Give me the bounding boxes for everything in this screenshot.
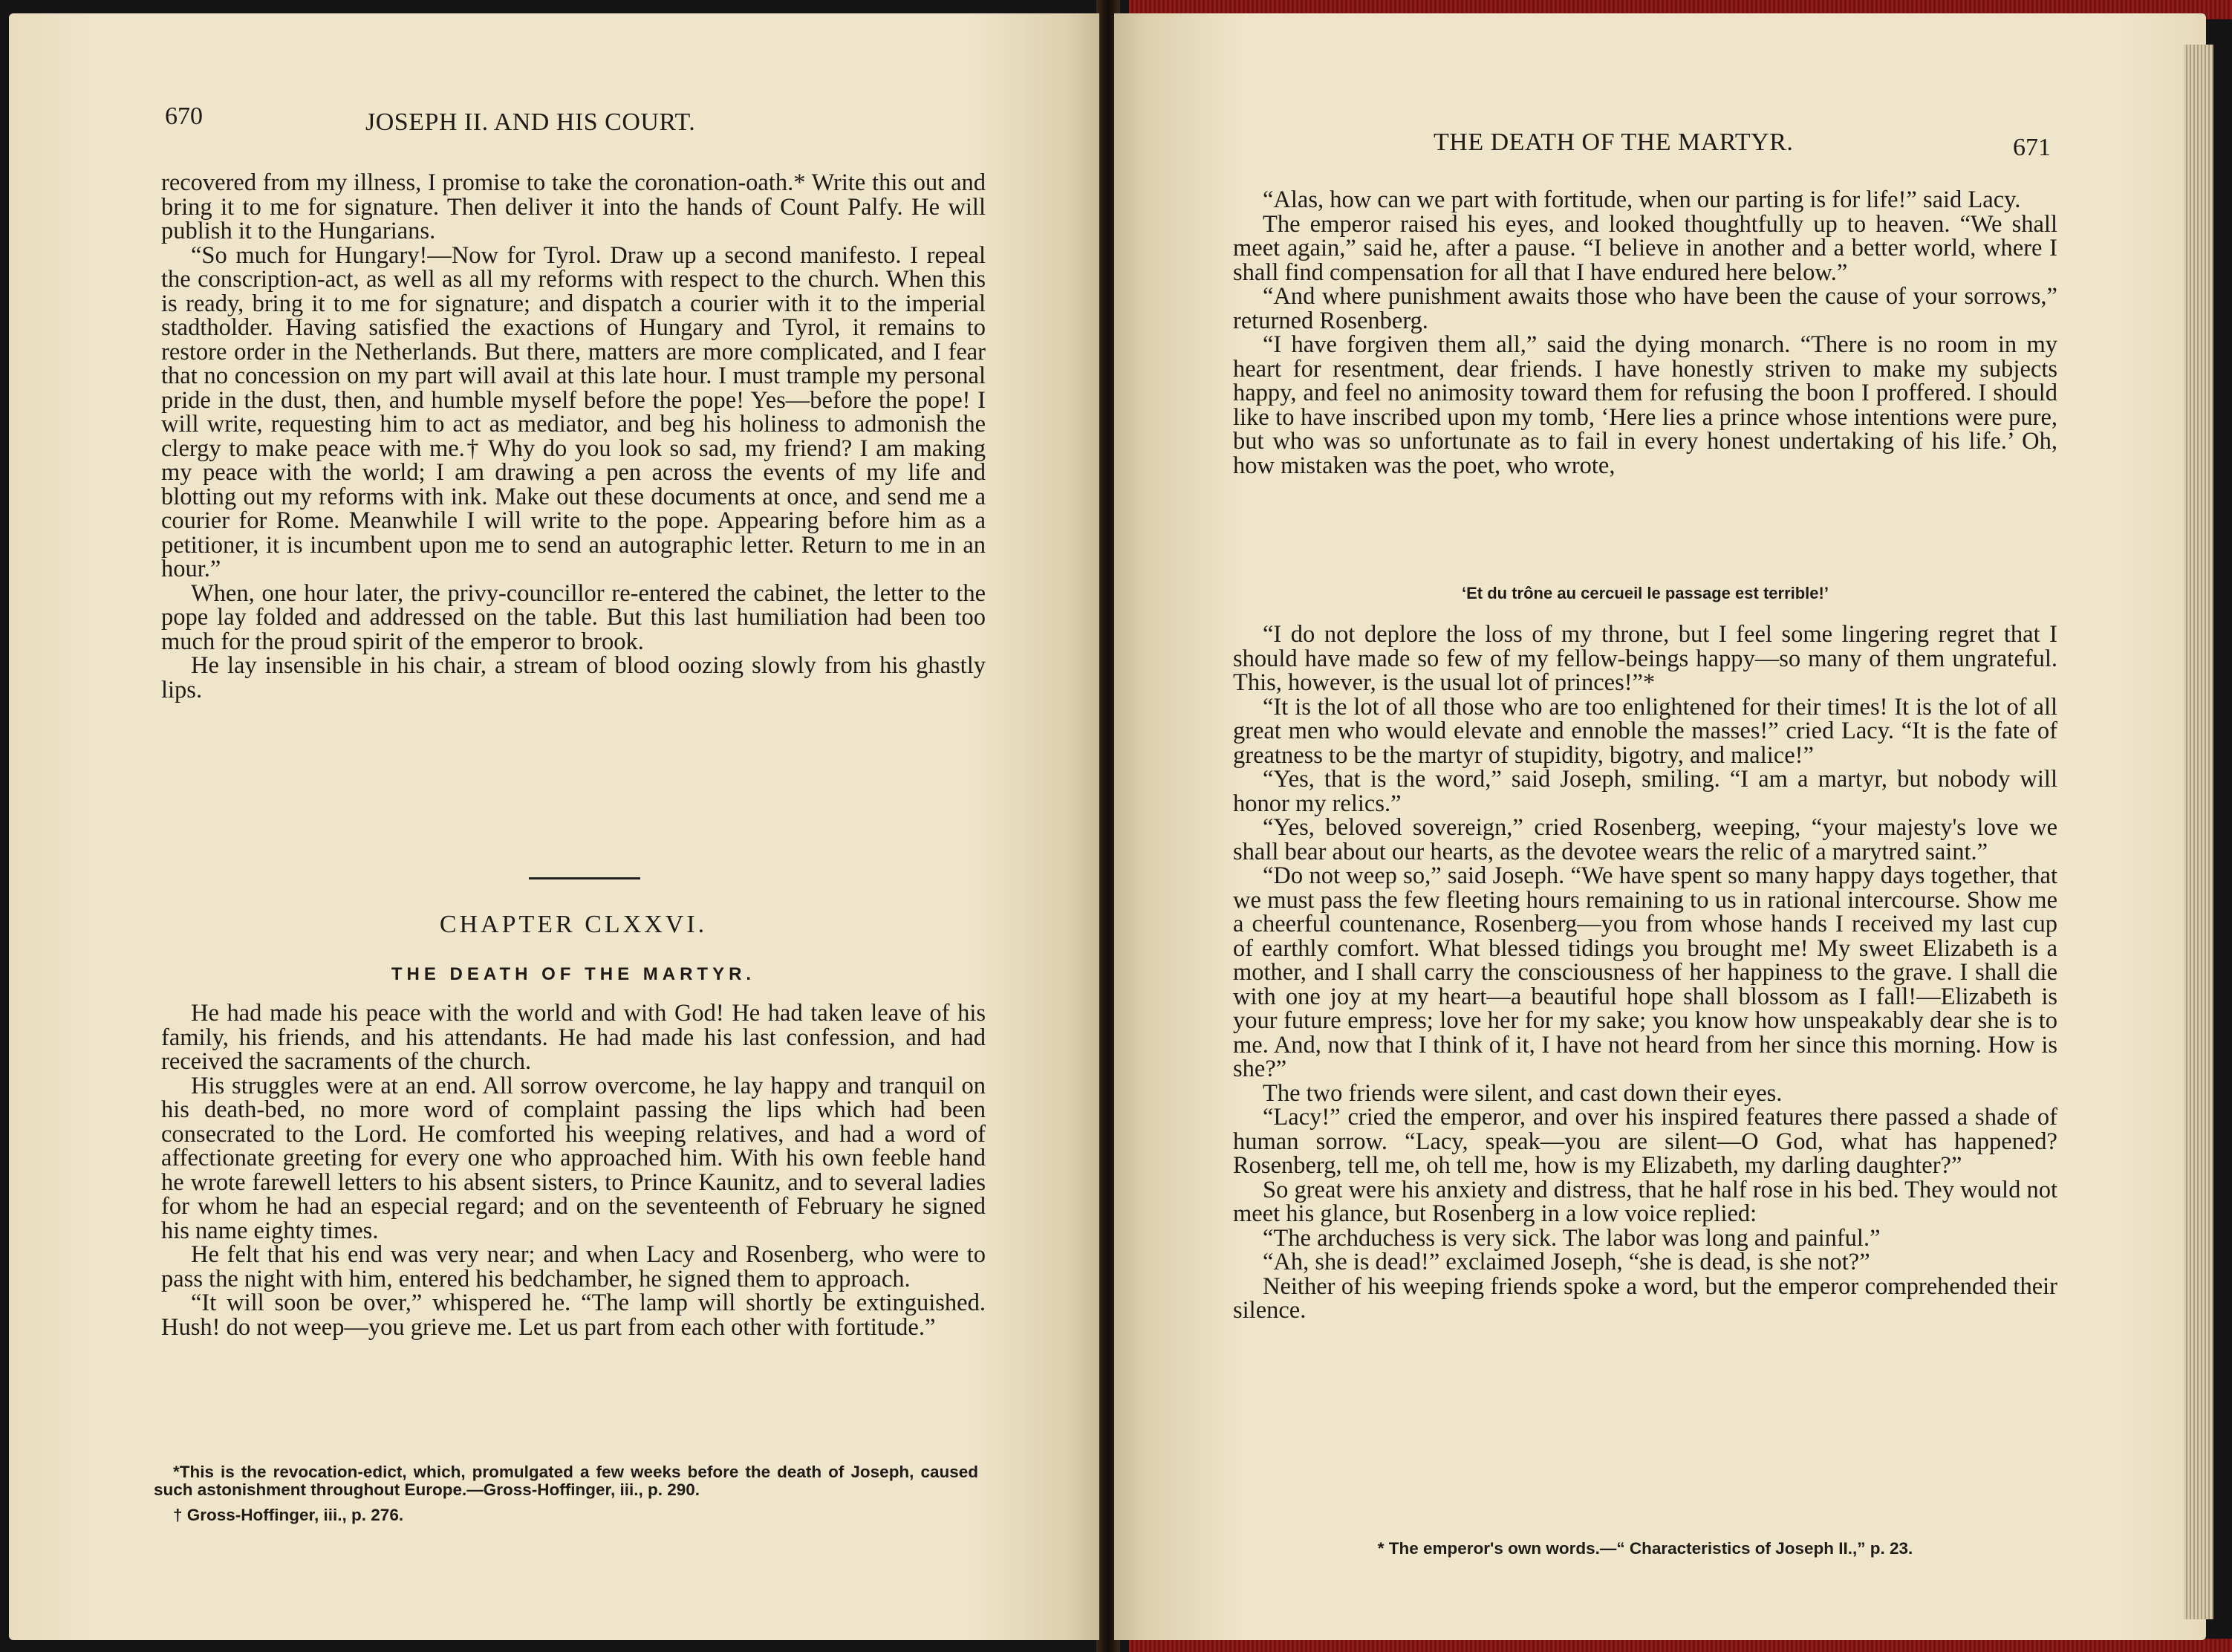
page-number: 670: [165, 103, 203, 130]
french-quote: ‘Et du trône au cercueil le passage est terrible!’: [1462, 584, 1829, 602]
paragraph: “So much for Hungary!—Now for Tyrol. Draw up a second manifesto. I repeal the conscription-act, as well as all my reforms with respect to the church. When this is ready, bring it to me for signature; and dispatch a courier with it to the imperial stadtholder. Having satisfied the exactions of Hungary and Tyrol, it remains to restore order in the Netherlands. But there, matters are more complicated, and I fear that no concession on my part will avail at this late hour. I must trample my personal pride in the dust, then, and humble myself before the pope! Yes—before the pope! I will write, requesting him to act as mediator, and beg his holiness to admonish the clergy to make peace with me.† Why do you look so sad, my friend? I am making my peace with the world; I am drawing a pen across the events of my life and blotting out my reforms with ink. Make out these documents at once, and send me a courier for Rome. Meanwhile I will write to the pope. Appearing before him as a petitioner, it is incumbent upon me to send an autographic letter. Return to me in an hour.”: [161, 241, 986, 582]
paragraph: He felt that his end was very near; and when Lacy and Rosenberg, who were to pass the night with him, entered his bedchamber, he signed them to approach.: [161, 1241, 986, 1292]
chapter-title: CHAPTER CLXXVI.: [439, 911, 708, 938]
body-text-after: [161, 1001, 986, 1339]
footnote: *This is the revocation-edict, which, promulgated a few weeks before the death of Joseph, caused such astonishment throughout Europe.—Gross-Hoffinger, iii., p. 290.: [154, 1463, 978, 1499]
right-page: [1114, 13, 2206, 1640]
red-cloth-binding-bottom: [1129, 1639, 2232, 1652]
paragraph: “I have forgiven them all,” said the dying monarch. “There is no room in my heart for resentment, dear friends. I have honestly striven to make my subjects happy, and feel no animosity toward them for refusing the boon I proffered. I should like to have inscribed upon my tomb, ‘Here lies a prince whose intentions were pure, but who was so unfortunate as to fail in every honest undertaking of his life.’ Oh, how mistaken was the poet, who wrote,: [1233, 331, 2057, 479]
body-text-before: [161, 171, 986, 702]
body-text-before: [1233, 188, 2057, 478]
paragraph: “Lacy!” cried the emperor, and over his inspired features there passed a shade of human sorrow. “Lacy, speak—you are silent—O God, what has happened? Rosenberg, tell me, oh tell me, how is my Elizabeth, my darling daughter?”: [1233, 1104, 2057, 1179]
page-edges: [2184, 45, 2213, 1619]
paragraph: “The archduchess is very sick. The labor was long and painful.”: [1263, 1224, 1881, 1252]
section-rule: [529, 877, 640, 879]
footnote: † Gross-Hoffinger, iii., p. 276.: [173, 1506, 404, 1524]
paragraph: When, one hour later, the privy-councillor re-entered the cabinet, the letter to the pope lay folded and addressed on the table. But this last humiliation had been too much for the proud spirit of the emperor to brook.: [161, 579, 986, 655]
paragraph: “Alas, how can we part with fortitude, when our parting is for life!” said Lacy.: [1263, 186, 2021, 213]
footnotes: [1233, 1540, 2057, 1558]
paragraph: recovered from my illness, I promise to take the coronation-oath.* Write this out and bring it to me for signature. Then deliver it into the hands of Count Palfy. He will publish it to the Hungarians.: [161, 169, 986, 244]
paragraph: “Do not weep so,” said Joseph. “We have spent so many happy days together, that we must pass the few fleeting hours remaining to us in rational intercourse. Show me a cheerful countenance, Rosenberg—you from whose hands I received my last cup of earthly comfort. What blessed tidings you brought me! My sweet Elizabeth is a mother, and I shall carry the consciousness of her happiness to the grave. I shall die with one joy at my heart—a beautiful hope shall blossom as I fall!—Elizabeth is your future empress; love her for my sake; you know how unspeakably dear she is to me. And, now that I think of it, I have not heard from her since this morning. How is she?”: [1233, 862, 2057, 1082]
paragraph: So great were his anxiety and distress, that he half rose in his bed. They would not meet his glance, but Rosenberg in a low voice replied:: [1233, 1176, 2057, 1227]
chapter-subtitle: THE DEATH OF THE MARTYR.: [391, 964, 756, 984]
footnote: * The emperor's own words.—“ Characteristics of Joseph II.,” p. 23.: [1377, 1539, 1913, 1558]
running-head: JOSEPH II. AND HIS COURT.: [365, 108, 696, 136]
paragraph: Neither of his weeping friends spoke a word, but the emperor comprehended their silence.: [1233, 1272, 2057, 1324]
body-text-after: [1233, 622, 2057, 1323]
paragraph: “Ah, she is dead!” exclaimed Joseph, “she is dead, is she not?”: [1263, 1249, 1870, 1275]
paragraph: “Yes, beloved sovereign,” cried Rosenberg, weeping, “your majesty's love we shall bear about our hearts, as the devotee wears the relic of a marytred saint.”: [1233, 814, 2057, 865]
left-page: [9, 13, 1099, 1640]
page-number: 671: [2013, 134, 2051, 161]
paragraph: The emperor raised his eyes, and looked thoughtfully up to heaven. “We shall meet again,” said he, after a pause. “I believe in another and a better world, where I shall find compensation for all that I have endured here below.”: [1233, 210, 2057, 286]
paragraph: His struggles were at an end. All sorrow overcome, he lay happy and tranquil on his death-bed, no more word of complaint passing the lips which had been consecrated to the Lord. He comforted his weeping relatives, and had a word of affectionate greeting for every one who approached him. With his own feeble hand he wrote farewell letters to his absent sisters, to Prince Kaunitz, and to several ladies for whom he had an especial regard; and on the seventeenth of February he signed his name eighty times.: [161, 1072, 986, 1244]
footnotes: [154, 1463, 978, 1524]
paragraph: He lay insensible in his chair, a stream of blood oozing slowly from his ghastly lips.: [161, 652, 986, 703]
paragraph: “It is the lot of all those who are too enlightened for their times! It is the lot of all great men who would elevate and ennoble the masses!” cried Lacy. “It is the fate of greatness to be the martyr of stupidity, bigotry, and malice!”: [1233, 693, 2057, 769]
paragraph: He had made his peace with the world and with God! He had taken leave of his family, his friends, and his attendants. He had made his last confession, and had received the sacraments of the church.: [161, 1000, 986, 1075]
paragraph: “And where punishment awaits those who have been the cause of your sorrows,” returned Rosenberg.: [1233, 283, 2057, 334]
paragraph: “Yes, that is the word,” said Joseph, smiling. “I am a martyr, but nobody will honor my relics.”: [1233, 766, 2057, 817]
paragraph: “It will soon be over,” whispered he. “The lamp will shortly be extinguished. Hush! do not weep—you grieve me. Let us part from each other with fortitude.”: [161, 1290, 986, 1341]
paragraph: “I do not deplore the loss of my throne, but I feel some lingering regret that I should have made so few of my fellow-beings happy—so many of them ungrateful. This, however, is the usual lot of princes!”*: [1233, 621, 2057, 696]
paragraph: The two friends were silent, and cast down their eyes.: [1263, 1079, 1783, 1107]
running-head: THE DEATH OF THE MARTYR.: [1434, 129, 1794, 156]
